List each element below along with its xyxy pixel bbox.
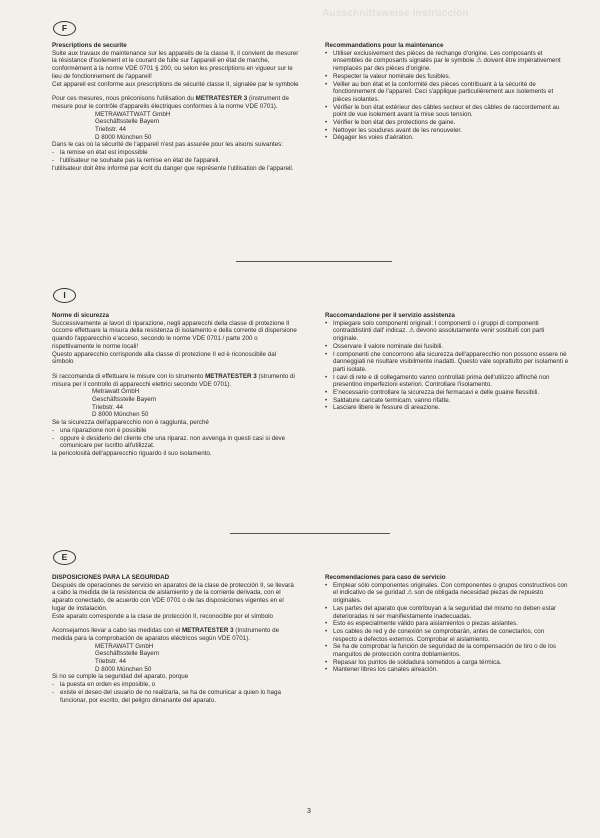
list-item: • Las partes del aparato que contribuyan a la seguridad del mismo no deben estar deterioradas ni ser manifiestamente inadecuadas. <box>325 605 569 620</box>
fr-conditions-list <box>52 149 299 164</box>
it-para-3 <box>52 373 299 388</box>
it-service-title: Raccomandazione per il servizio assistenza <box>325 312 455 319</box>
es-address-line: Triebstr. 44 <box>95 658 127 666</box>
fr-para-4: Dans le cas où la sécurité de l'appareil n'est pas assurée pour les aisons suivantes: <box>52 141 283 149</box>
es-safety-title: DISPOSICIONES PARA LA SEGURIDAD <box>52 574 170 581</box>
section-divider <box>230 533 390 534</box>
list-item: • Saldature caricate termicam. vanno rifatte. <box>325 397 569 405</box>
fr-para-3-post: (instrument de mesure pour le contrôle d'appareils électriques conformes à la norme VDE 0701). <box>52 95 289 110</box>
list-item: • Respecter la valeur nominale des fusibles. <box>325 73 569 81</box>
fr-address <box>52 111 299 142</box>
es-para-3 <box>52 627 299 642</box>
it-address-line: Metrawatt GmbH <box>92 388 140 396</box>
es-safety-section <box>52 574 299 704</box>
list-item: • Lasciare libere le fessure di areazione. <box>325 404 569 412</box>
es-para-2: Este aparato corresponde a la clase de protección II, reconocible por el símbolo <box>52 612 273 620</box>
list-item: - la remise en état est impossible <box>52 149 299 157</box>
es-conditions-list <box>52 681 299 704</box>
list-item: • Vérifier le bon état des protections de gaine. <box>325 119 569 127</box>
list-item: • Se ha de comprobar la función de seguridad de la compensación de tiro o de los manguitos de protección contra doblamientos. <box>325 643 569 658</box>
it-address <box>52 388 299 419</box>
fr-address-line: Geschäftsstelle Bayern <box>95 118 160 126</box>
fr-safety-title: Prescriptions de securite <box>52 42 127 49</box>
section-divider <box>236 261 392 262</box>
it-safety-title: Norme di sicurezza <box>52 312 109 319</box>
page-number: 3 <box>307 808 311 815</box>
list-item: - oppure è desiderio del cliente che una riparaz. non avvenga in questi casi si deve comunicare per iscritto all'utilizzat. <box>52 435 299 450</box>
list-item: • Mantener libres los canales aireación. <box>325 666 569 674</box>
list-item: • Vérifier le bon état extérieur des câbles secteur et des câbles de raccordement au point de vue isolement avant la mise sous tension. <box>325 104 569 119</box>
list-item: • Utiliser exclusivement des pièces de rechange d'origine. Les composants et ensembles de composants signalés par le symbole ⚠ doivent être impérativement remplacés par des pièces d'origine. <box>325 50 569 73</box>
fr-address-line: D 8000 München 50 <box>95 133 152 141</box>
list-item: - la puesta en orden es imposible, o <box>52 681 299 689</box>
it-conditions-list <box>52 427 299 450</box>
es-service-title: Recomendaciones para caso de servicio <box>325 574 446 581</box>
it-address-line: Triebstr. 44 <box>92 403 124 411</box>
it-safety-section <box>52 312 299 458</box>
list-item: - existe el deseo del usuario de no realizarla, se ha de comunicar a quien lo haga funcionar, por escrito, del peligro dimanante del aparato. <box>52 689 299 704</box>
list-item: • Osservare il valore nominale dei fusibili. <box>325 343 569 351</box>
fr-maintenance-list <box>325 50 569 142</box>
it-para-5: la pericolosità dell'apparecchio riguardo il suo isolamento. <box>52 449 212 457</box>
it-para-3-post: (strumento di misura per il controllo di apparecchi elettrici secondo VDE 0701). <box>52 372 295 388</box>
it-service-list <box>325 320 569 412</box>
list-item: • Esto es especialmente válido para aislamientos o piezas aislantes. <box>325 620 569 628</box>
list-item: • Emplear sólo componentes originales. Con componentes o grupos constructivos con el indicativo de se guridad ⚠ son de obligada necesidad piezas de repuesto originales. <box>325 582 569 605</box>
list-item: • Los cables de red y de conexión se comprobarán, antes de conectarlos, con respecto a defectos externos. Comprobar el aislamiento. <box>325 628 569 643</box>
fr-metratester: METRATESTER 3 <box>195 95 248 103</box>
list-item: - una riparazione non è possibile <box>52 427 299 435</box>
es-address-line: D 8000 München 50 <box>95 665 152 673</box>
list-item: • E'necessario controllare la sicurezza dei fermacavi e delle guaine flessibili. <box>325 389 569 397</box>
fr-address-line: Triebstr. 44 <box>95 126 127 134</box>
fr-address-line: METRAWATTWATT GmbH <box>95 110 171 118</box>
it-address-line: Geschäftsstelle Bayern <box>92 396 157 404</box>
language-badge-it: I <box>53 288 76 303</box>
es-address-line: METRAWATT GmbH <box>95 642 154 650</box>
es-para-1: Después de operaciones de servicio en aparatos de la clase de protección II, se llevará a cabo la medida de la resistencia de aislamiento y de la corriente derivada, con el aparato conectado, de acuerdo con VDE 0701 o de las disposiciones vigentes en el lugar de instalación. <box>52 581 294 612</box>
list-item: • Dégager les voies d'aération. <box>325 134 569 142</box>
es-para-3-post: (Instrumento de medida para la comprobación de aparatos eléctricos según VDE 0701). <box>52 627 280 642</box>
list-item: • I componenti che concorrono alla sicurezza dell'apparecchio non possono essere nè danneggiati nè risultare visibilmente inadatti. Questo vale soprattutto per isolamenti e parti isolate. <box>325 351 569 374</box>
fr-para-2: Cet appareil est conforme aux prescriptions de sécurité classe II, signalée par le symbole <box>52 80 299 88</box>
fr-para-1: Suite aux travaux de maintenance sur les appareils de la classe II, il convient de mesurer la résistance d'isolement et le courant de fuite sur l'appareil en état de marche, conformément à la norme VDE 0701 § 200, ou selon les prescriptions en vigueur sur le lieu de fonctionnement de l'appareil! <box>52 49 299 80</box>
fr-para-3 <box>52 95 299 110</box>
es-metratester: METRATESTER 3 <box>181 627 234 635</box>
fr-para-5: l'utilisateur doit être informé par écrit du danger que représente l'utilisation de l'appareil. <box>52 164 294 172</box>
es-service-section <box>325 574 569 674</box>
es-para-4: Si no se cumple la seguridad del aparato, porque <box>52 673 189 681</box>
es-service-list <box>325 582 569 674</box>
fr-maintenance-section <box>325 42 569 142</box>
list-item: • Veiller au bon état et la conformité des pièces contribuant à la sécurité de fonctionnement de l'appareil. Ceci s'applique particulièrement aux isolements et pièces isolantes. <box>325 81 569 104</box>
it-para-3-pre: Si raccomanda di effettuare le misure con lo strumento <box>52 372 206 380</box>
list-item: • I cavi di rete e di collegamento vanno controllati prima dell'utilizzo affinchè non presentino imperfezioni esteriori. Controllare l'isolamento. <box>325 374 569 389</box>
it-metratester: METRATESTER 3 <box>205 372 257 380</box>
list-item: • Repasar los puntos de soldadura sometidos a carga térmica. <box>325 659 569 667</box>
es-address-line: Geschäftsstelle Bayern <box>95 650 160 658</box>
fr-maintenance-title: Recommandations pour la maintenance <box>325 42 444 49</box>
fr-safety-section <box>52 42 299 172</box>
ghost-header: Ausschnittsweise Instruccion <box>322 8 469 19</box>
fr-para-3-pre: Pour ces mesures, nous préconisons l'utilisation du <box>52 95 196 103</box>
list-item: • Impiegare solo componenti originali: I componenti o i gruppi di componenti contraddistinti dall' indicaz. ⚠ devono assolutamente venir sostituiti con parti originale. <box>325 320 569 343</box>
language-badge-fr: F <box>53 21 76 36</box>
it-service-section <box>325 312 569 412</box>
it-para-4: Se la sicurezza dell'apparecchio non è raggiunta, perché <box>52 419 209 427</box>
list-item: • Nettoyer les soudures avant de les renouveler. <box>325 127 569 135</box>
it-para-2: Questo apparecchio corrisponde alla classe di protezione II ed è riconoscibile dal simbolo <box>52 350 277 366</box>
es-para-3-pre: Aconsejamos llevar a cabo las medidas con el <box>52 627 182 635</box>
es-address <box>52 643 299 674</box>
it-para-1: Successivamente ai lavori di riparazione, negli apparecchi della classe di protezione II occorre effettuare la misura della resistenza di isolamento e della corrente di dispersione quando l'apparecchio e'acceso, secondo le norme VDE 0701 / parte 200 o rispettivamente le norme locali! <box>52 319 297 350</box>
list-item: - l'utilisateur ne souhaite pas la remise en état de l'appareil. <box>52 157 299 165</box>
language-badge-es: E <box>53 550 76 565</box>
it-address-line: D 8000 München 50 <box>92 411 149 419</box>
